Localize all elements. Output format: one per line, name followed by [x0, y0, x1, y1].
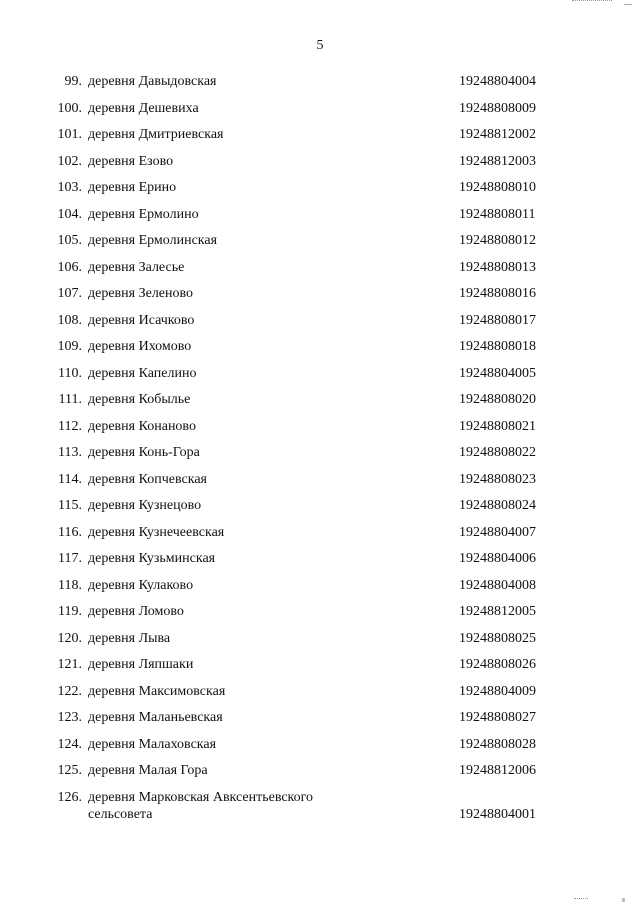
list-item — [0, 259, 640, 286]
item-name: деревня Малаховская — [88, 736, 217, 752]
item-name: деревня Кобылье — [88, 392, 191, 407]
item-code: 19248804009 — [459, 683, 536, 699]
item-code: 19248812005 — [459, 604, 536, 619]
item-code: 19248812003 — [459, 153, 536, 169]
item-number: 115. — [58, 498, 82, 513]
list-item — [0, 391, 640, 418]
list-item — [0, 762, 640, 789]
list-item — [0, 497, 640, 524]
item-number: 111. — [58, 392, 82, 407]
item-name: деревня Зеленово — [88, 286, 194, 301]
list-item — [0, 126, 640, 153]
list-item — [0, 656, 640, 683]
item-number: 118. — [58, 577, 82, 593]
item-name: деревня Ломово — [88, 604, 184, 619]
item-number: 107. — [57, 286, 82, 301]
item-name: деревня Конь-Гора — [88, 445, 200, 460]
item-name: деревня Ляпшаки — [88, 657, 194, 672]
item-name: деревня Ерино — [88, 180, 177, 195]
item-code: 19248808017 — [459, 312, 536, 328]
item-number: 104. — [57, 206, 82, 222]
item-name: деревня Кулаково — [88, 577, 194, 593]
scan-artifact-top-right — [624, 4, 632, 5]
item-number: 126. — [57, 789, 82, 805]
item-name: деревня Копчевская — [88, 471, 207, 487]
item-code: 19248804006 — [459, 551, 536, 566]
item-number: 124. — [57, 736, 82, 752]
list-item — [0, 312, 640, 339]
item-name — [88, 789, 418, 823]
item-code: 19248808011 — [459, 206, 536, 222]
item-number: 121. — [57, 657, 82, 672]
item-name: деревня Максимовская — [88, 683, 226, 699]
list-item — [0, 365, 640, 392]
item-name-line-2: сельсовета — [88, 806, 153, 822]
item-number: 108. — [57, 312, 82, 328]
item-code: 19248808021 — [459, 418, 536, 434]
list-item — [0, 524, 640, 551]
list-item — [0, 683, 640, 710]
list-item — [0, 338, 640, 365]
list-item — [0, 789, 640, 833]
list-item — [0, 232, 640, 259]
item-name: деревня Ермолинская — [88, 233, 218, 248]
item-number: 114. — [58, 471, 82, 487]
item-name: деревня Езово — [88, 153, 174, 169]
item-number: 109. — [57, 339, 82, 354]
item-number: 117. — [58, 551, 82, 566]
item-number: 103. — [57, 180, 82, 195]
item-code: 19248808023 — [459, 471, 536, 487]
item-code: 19248812002 — [459, 127, 536, 142]
list-item — [0, 471, 640, 498]
list-item — [0, 577, 640, 604]
list-item — [0, 709, 640, 736]
item-code: 19248808027 — [459, 710, 536, 725]
item-name: деревня Маланьевская — [88, 710, 223, 725]
item-name: деревня Дмитриевская — [88, 127, 224, 142]
list-item — [0, 550, 640, 577]
item-name: деревня Ермолино — [88, 206, 199, 222]
item-number: 100. — [57, 100, 82, 116]
item-code: 19248804004 — [459, 74, 536, 89]
item-code: 19248808022 — [459, 445, 536, 460]
list-item — [0, 153, 640, 180]
item-name: деревня Залесье — [88, 259, 185, 275]
item-code: 19248808018 — [459, 339, 536, 354]
list-item — [0, 206, 640, 233]
item-code: 19248808012 — [459, 233, 536, 248]
item-name: деревня Ихомово — [88, 339, 192, 354]
item-code: 19248804008 — [459, 577, 536, 593]
item-name: деревня Кузьминская — [88, 551, 216, 566]
item-code: 19248808016 — [459, 286, 536, 301]
item-name: деревня Конаново — [88, 418, 196, 434]
item-name: деревня Кузнечеевская — [88, 524, 225, 540]
item-number: 112. — [58, 418, 82, 434]
item-code: 19248808020 — [459, 392, 536, 407]
item-code: 19248808025 — [459, 630, 536, 646]
item-code: 19248808009 — [459, 100, 536, 116]
item-number: 116. — [58, 524, 82, 540]
item-number: 122. — [57, 683, 82, 699]
item-name: деревня Исачково — [88, 312, 195, 328]
scan-artifact-top — [572, 0, 612, 4]
item-code: 19248812006 — [459, 763, 536, 778]
list-item — [0, 736, 640, 763]
list-item — [0, 418, 640, 445]
item-code: 19248808028 — [459, 736, 536, 752]
item-code: 19248804001 — [459, 806, 536, 822]
item-name: деревня Дешевиха — [88, 100, 199, 116]
page-number: 5 — [316, 38, 324, 53]
item-number: 119. — [58, 604, 82, 619]
settlement-list — [0, 73, 640, 833]
list-item — [0, 603, 640, 630]
item-code: 19248808013 — [459, 259, 536, 275]
item-number: 105. — [57, 233, 82, 248]
item-code: 19248808026 — [459, 657, 536, 672]
item-name: деревня Лыва — [88, 630, 171, 646]
item-number: 106. — [57, 259, 82, 275]
item-number: 123. — [57, 710, 82, 725]
item-number: 110. — [58, 365, 82, 381]
list-item — [0, 100, 640, 127]
item-number: 120. — [57, 630, 82, 646]
item-code: 19248804007 — [459, 524, 536, 540]
item-name-line-1: деревня Марковская Авксентьевского — [88, 789, 314, 805]
item-code: 19248808024 — [459, 498, 536, 513]
list-item — [0, 179, 640, 206]
item-code: 19248808010 — [459, 180, 536, 195]
item-name: деревня Давыдовская — [88, 74, 217, 89]
scan-artifact-bottom — [574, 898, 588, 903]
item-name: деревня Кузнецово — [88, 498, 202, 513]
scan-artifact-bottom-right — [622, 898, 625, 902]
item-name: деревня Капелино — [88, 365, 197, 381]
list-item — [0, 444, 640, 471]
item-code: 19248804005 — [459, 365, 536, 381]
item-number: 101. — [57, 127, 82, 142]
list-item — [0, 73, 640, 100]
item-name: деревня Малая Гора — [88, 763, 208, 778]
item-number: 102. — [57, 153, 82, 169]
item-number: 99. — [64, 74, 82, 89]
item-number: 113. — [58, 445, 82, 460]
item-number: 125. — [57, 763, 82, 778]
list-item — [0, 285, 640, 312]
list-item — [0, 630, 640, 657]
